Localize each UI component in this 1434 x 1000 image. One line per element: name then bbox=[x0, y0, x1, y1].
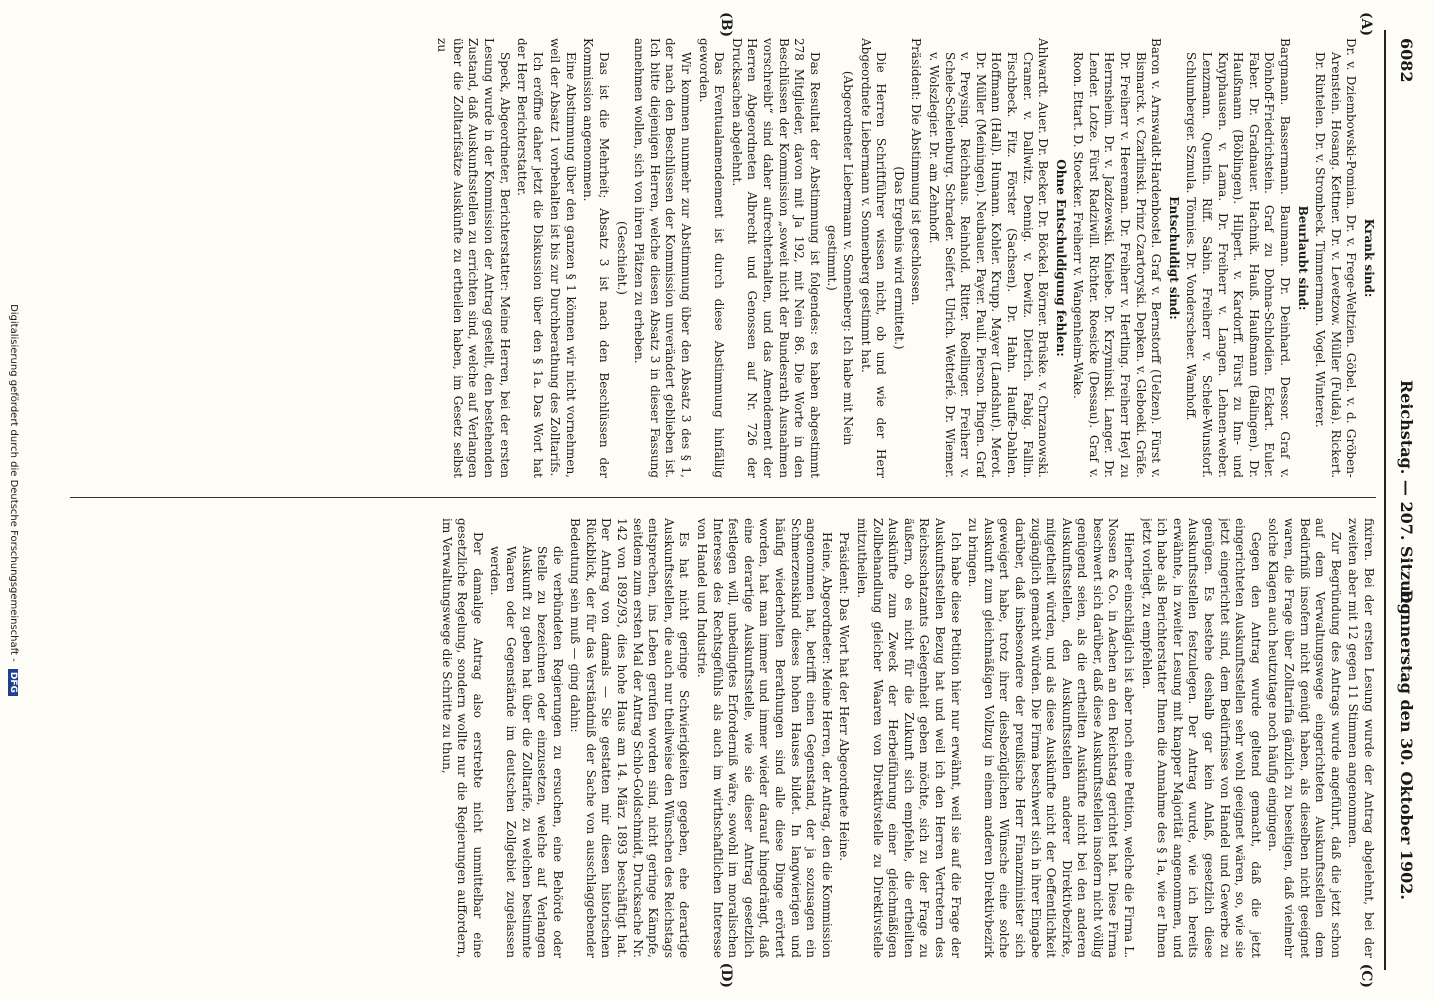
margin-marker-b: (B) bbox=[718, 12, 734, 38]
paragraph: Ahlwardt. Auer. Dr. Becker. Dr. Böckel. Börner. Brüske. v. Chrzanowski. Cramer. v. Dallwitz. Dennig. v. Dewitz. Dietrich. Fabig. Fallin. Fischbeck. Fitz. Förster (Sachsen). Dr. Hahn. Hauffe-Dahlen. Hoffmann (Hall). Humann. Kohler. Krupp. Mayer (Landshut). Merot. Dr. Müller (Meiningen). Neubauer. Payer. Pauli. Pierson. Pingen. Graf v. Preysing. Reichhaus. Reinhold. Ritter. Roellinger. Freiherr v. Schele-Schelenburg. Schrader. Seifert. Ulrich. Wetterlé. Dr. Wiemer. v. Wolszlegier. Dr. am Zehnhoff. bbox=[926, 38, 1051, 478]
right-column bbox=[70, 518, 1376, 958]
page-header bbox=[1388, 30, 1416, 970]
paragraph: (Das Ergebnis wird ermittelt.) bbox=[891, 166, 906, 350]
paragraph: Hierher einschläglich ist aber noch eine Petition, welche die Firma L. Nossen & Co. in Aachen an den Reichstag gerichtet hat. Diese Firma beschwert sich darüber, daß diese Auskunftsstellen insofern nicht völlig genügend seien, als die ertheilten Auskünfte nicht bei den anderen Auskunftsstellen, den Auskunftsstellen anderer Direktivbezirke, mitgetheilt würden, und als diese Auskünfte nicht der Oeffentlichkeit zugänglich gemacht würden. Die Firma beschwert sich in ihrer Eingabe darüber, daß insbesondere der preußische Herr Finanzminister sich geweigert habe, trotz ihrer diesbezüglichen Wünsche eine solche Auskunft zum gleichmäßigen Vollzug in einem anderen Direktivbezirk zu bringen. bbox=[966, 518, 1137, 958]
paragraph: Heine, Abgeordneter: Meine Herren, der Antrag, den die Kommission angenommen hat, betrifft einen Gegenstand, der ja sozusagen ein Schmerzenskind dieses hohen Hauses bildet. In langwierigen und häufig wiederholten Berathungen sind alle diese Dinge erörtert worden, hat man immer und immer wieder darauf hingedrängt, daß eine derartige Auskunftsstelle, wie sie dieser Antrag gesetzlich festlegen will, unbedingtes Erforderniß wäre, sowohl im moralischen Interesse des Rechtsgefühls als auch im wirthschaftlichen Interesse von Handel und Industrie. bbox=[695, 518, 834, 958]
paragraph: Es hat nicht geringe Schwierigkeiten gegeben, ehe derartige Auskunftsstellen, die auch nur theilweise den Wünschen des Reichstags entsprechen, ins Leben gerufen worden sind, nicht geringe Kämpfe, seitdem zum ersten Mal der Antrag Schlo-Goldschmidt, Drucksache Nr. 142 von 1892/93, dies hohe Haus am 14. März 1893 beschäftigt hat. Der Antrag von damals — Sie gestatten mir diesen historischen Rückblick, der für das Verständniß der Sache von ausschlaggebender Bedeutung sein muß — ging dahin: bbox=[568, 518, 692, 958]
paragraph: Speck, Abgeordneter, Berichterstatter: Meine Herren, bei der ersten Lesung wurde in der Kommission der Antrag gestellt, den bestehenden Zustand, daß Auskunftsstellen zu errichten sind, welche auf Verlangen über die Zolltarifsätze Auskünfte zu ertheilen haben, im Gesetz selbst zu bbox=[435, 38, 512, 478]
paragraph: Eine Abstimmung über den ganzen § 1 können wir nicht vornehmen, weil der Absatz 1 vorbehalten ist bis zur Durchberathung des Zolltarifs. bbox=[548, 38, 578, 478]
paragraph: die verbündeten Regierungen zu ersuchen, eine Behörde oder Stelle zu bezeichnen oder einzusetzen, welche auf Verlangen Auskunft zu geben hat über die Zolltarife, zu welchen bestimmte Waaren oder Gegenstände im deutschen Zollgebiet zugelassen werden. bbox=[488, 546, 565, 958]
page-number: 6082 bbox=[1397, 38, 1416, 83]
paragraph: Ich habe diese Petition hier nur erwähnt, weil sie auf die Frage der Auskunftsstellen Bezug hat und weil ich den Herren Vertretern des Reichsschatzamts Gelegenheit geben möchte, sich zu der Frage zu äußern, ob es nicht für die Zukunft sich empfehle, die ertheilten Auskünfte zum Zweck der Herbeiführung einer gleichmäßigen Zollbehandlung gleicher Waaren von Direktivstelle zu Direktivstelle mitzutheilen. bbox=[855, 518, 963, 958]
paragraph: (Geschieht.) bbox=[614, 221, 629, 295]
paragraph: Dr. v. Dziembowski-Pomian. Dr. v. Frege-Weltzien. Göbel. v. d. Gröben-Arenstein. Hosang. Kettner. Dr. v. Levetzow. Müller (Fulda). Rickert. Dr. Rintelen. Dr. v. Strombeck. Timmermann. Vogel. Winterer. bbox=[1313, 38, 1359, 478]
paragraph: Die Herren Schriftführer wissen nicht, ob und wie der Herr Abgeordnete Liebermann v. Sonnenberg gestimmt hat. bbox=[858, 38, 889, 478]
paragraph: Krank sind: bbox=[1362, 218, 1376, 298]
left-column bbox=[70, 38, 1376, 478]
paragraph: Präsident: Das Wort hat der Herr Abgeordnete Heine. bbox=[837, 532, 852, 862]
footer bbox=[8, 0, 19, 1000]
footer-credit: Digitalisierung gefördert durch die Deutsche Forschungsgemeinschaft - bbox=[8, 304, 19, 662]
paragraph: Das Resultat der Abstimmung ist folgendes: es haben abgestimmt 278 Mitglieder, davon mit Ja 192, mit Nein 86. Die Worte in den Beschlüssen der Kommission „soweit nicht der Bundesrath Ausnahmen vorschreibt“ sind daher aufrechterhalten, und das Amendement der Herren Abgeordneten Albrecht und Genossen auf Nr. 726 der Drucksachen abgelehnt. bbox=[729, 38, 822, 478]
paragraph: Baron v. Arnswaldt-Hardenbostel. Graf v. Bernstorff (Uelzen). Fürst v. Bismarck. v. Czarlinski. Prinz Czartoryski. Depken. v. Gleboeki. Gräfe. Dr. Freiherr v. Heereman. Dr. Freiherr v. Hertling. Freiherr Heyl zu Herrnsheim. Dr. v. Jazdzewski. Kniebe. Dr. Krzyminski. Langer. Dr. Lender. Lotze. Fürst Radziwill. Richter. Roesicke (Dessau). Graf v. Roon. Ettart. D. Stoecker. Freiherr v. Wangenheim-Wake. bbox=[1071, 38, 1164, 478]
paragraph: Gegen den Antrag wurde geltend gemacht, daß die jetzt eingerichteten Auskunftsstellen sehr wohl geeignet wären, so, wie sie jetzt eingerichtet sind, dem Bedürfnisse von Handel und Gewerbe zu genügen. Es bestehe deshalb gar kein Anlaß, gesetzlich diese Auskunftsstellen festzulegen. Der Antrag wurde, wie ich bereits erwähnte, in zweiter Lesung mit knapper Majorität angenommen, und ich habe als Berichterstatter Ihnen die Annahme des § 1a, wie er Ihnen jetzt vorliegt, zu empfehlen. bbox=[1139, 518, 1263, 958]
paragraph: Ohne Entschuldigung fehlen: bbox=[1053, 159, 1068, 357]
header-rule bbox=[1384, 30, 1386, 970]
paragraph: Bargmann. Bassermann. Baumann. Dr. Deinhard. Dessor. Graf v. Dönhoff-Friedrichstein. Graf zu Dohna-Schlodien. Eckart. Euler. Faber. Dr. Gradnauer. Hachnik. Hauß. Haußmann (Balingen). Dr. Haußmann (Böblingen). Hilpert. v. Kardorff. Fürst zu Inn- und Knyphausen. v. Lama. Dr. Freiherr v. Langen. Lehnen-weber. Lenzmann. Quentin. Riff. Sabin. Freiherr v. Schele-Wunstorf. Schlumberger. Szmula. Tönnies. Dr. Vonderscheer. Wamhoff. bbox=[1184, 38, 1293, 478]
margin-marker-c: (C) bbox=[1358, 963, 1374, 988]
paragraph: Das Eventualamendement ist durch diese Abstimmung hinfällig geworden. bbox=[696, 38, 727, 478]
header-date: Donnerstag den 30. Oktober 1902. bbox=[1397, 589, 1416, 900]
paragraph: Ich eröffne daher jetzt die Diskussion über den § 1a. Das Wort hat der Herr Berichterstatter. bbox=[515, 38, 545, 478]
margin-marker-a: (A) bbox=[1358, 12, 1374, 37]
paragraph: Zur Begründung des Antrags wurde angeführt, daß die jetzt schon auf dem Verwaltungswege eingerichteten Auskunftsstellen dem Bedürfniß insofern nicht genügt haben, als dieselben nicht geeignet waren, die Frage über Zolltarifia gänzlich zu beseitigen, daß vielmehr solche Klagen auch heutzutage noch häufig eingingen. bbox=[1266, 518, 1343, 958]
paragraph: Der damalige Antrag also erstrebte nicht unmittelbar eine gesetzliche Regelung, sondern wollte nur die Regierungen auffordern, im Verwaltungswege die Schritte zu thun, bbox=[439, 518, 485, 958]
dfg-logo-icon: DFG bbox=[8, 669, 18, 696]
paragraph: Präsident: Die Abstimmung ist geschlossen. bbox=[909, 38, 924, 306]
paragraph: Entschuldigt sind: bbox=[1166, 196, 1181, 320]
column-divider bbox=[70, 497, 1376, 498]
paragraph: Das ist die Mehrheit; Absatz 3 ist nach den Beschlüssen der Kommission angenommen. bbox=[581, 38, 612, 478]
margin-marker-d: (D) bbox=[718, 962, 734, 988]
paragraph: Beurlaubt sind: bbox=[1295, 205, 1310, 311]
paragraph: fixiren. Bei der ersten Lesung wurde der Antrag abgelehnt, bei der zweiten aber mit 12 gegen 11 Stimmen angenommen. bbox=[1346, 518, 1376, 958]
paragraph: Wir kommen nunmehr zur Abstimmung über den Absatz 3 des § 1, der nach den Beschlüssen der Kommission unverändert geblieben ist. Ich bitte diejenigen Herren, welche diesen Absatz 3 in dieser Fassung annehmen wollen, sich von ihren Plätzen zu erheben. bbox=[632, 38, 694, 478]
header-title: Reichstag. — 207. Sitzung. bbox=[1397, 379, 1416, 621]
paragraph: (Abgeordneter Liebermann v. Sonnenberg: Ich habe mit Nein gestimmt.) bbox=[825, 70, 855, 446]
